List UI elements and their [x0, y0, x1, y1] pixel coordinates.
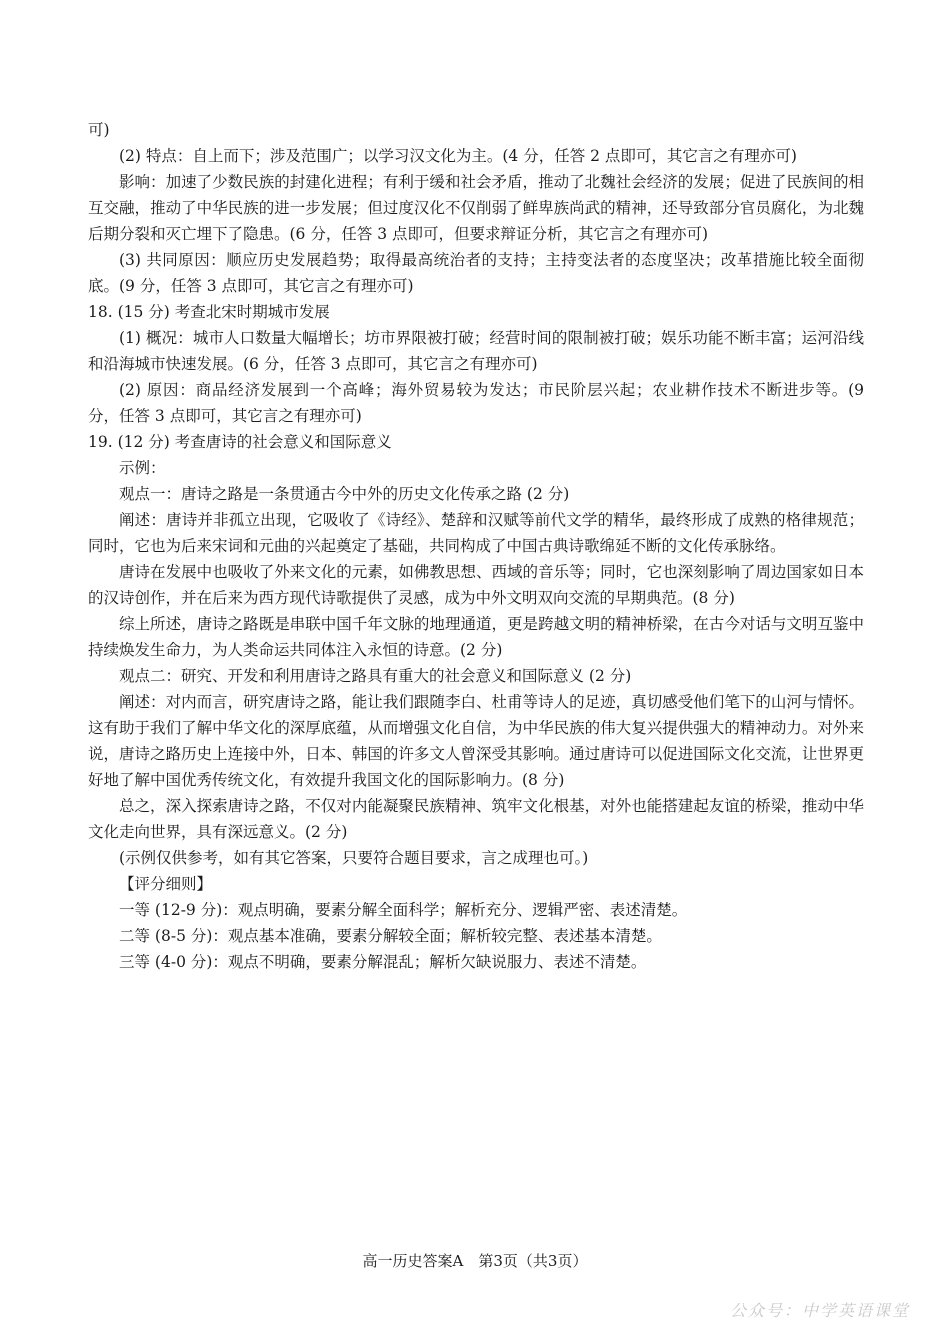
- scoring-level-3: 三等 (4-0 分)：观点不明确，要素分解混乱；解析欠缺说服力、表述不清楚。: [119, 953, 647, 971]
- answer-key-body: [88, 117, 864, 975]
- scoring-level-2: 二等 (8-5 分)：观点基本准确，要素分解较全面；解析较完整、表述基本清楚。: [119, 927, 662, 945]
- para-viewpoint-1: 观点一：唐诗之路是一条贯通古今中外的历史文化传承之路 (2 分): [119, 485, 570, 503]
- para-conclusion-1: 综上所述，唐诗之路既是串联中国千年文脉的地理通道，更是跨越文明的精神桥梁，在古今对话与文明互鉴中持续焕发生命力，为人类命运共同体注入永恒的诗意。(2 分): [88, 615, 864, 659]
- page-footer: 高一历史答案A 第3页（共3页）: [362, 1252, 588, 1270]
- question-18-heading: 18. (15 分) 考查北宋时期城市发展: [88, 303, 330, 321]
- para-q18-2: (2) 原因：商品经济发展到一个高峰；海外贸易较为发达；市民阶层兴起；农业耕作技术不断进步等。(9 分，任答 3 点即可，其它言之有理亦可): [88, 381, 864, 425]
- para-example-note: (示例仅供参考，如有其它答案，只要符合题目要求，言之成理也可。): [119, 849, 589, 867]
- para-q17-3: (3) 共同原因：顺应历史发展趋势；取得最高统治者的支持；主持变法者的态度坚决；改革措施比较全面彻底。(9 分，任答 3 点即可，其它言之有理亦可): [88, 251, 864, 295]
- watermark: 公众号：中学英语课堂: [729, 1301, 910, 1320]
- para-conclusion-2: 总之，深入探索唐诗之路，不仅对内能凝聚民族精神、筑牢文化根基，对外也能搭建起友谊的桥梁，推动中华文化走向世界，具有深远意义。(2 分): [88, 797, 864, 841]
- para-q17-2-impact: 影响：加速了少数民族的封建化进程；有利于缓和社会矛盾，推动了北魏社会经济的发展；促进了民族间的相互交融，推动了中华民族的进一步发展；但过度汉化不仅削弱了鲜卑族尚武的精神，还导致部分官员腐化，为北魏后期分裂和灭亡埋下了隐患。(6 分，任答 3 点即可，但要求辩证分析，其它言之有理亦可): [88, 173, 864, 243]
- para-q17-2-features: (2) 特点：自上而下；涉及范围广；以学习汉文化为主。(4 分，任答 2 点即可，其它言之有理亦可): [119, 147, 797, 165]
- para-example-label: 示例：: [119, 459, 166, 477]
- para-viewpoint-2: 观点二：研究、开发和利用唐诗之路具有重大的社会意义和国际意义 (2 分): [119, 667, 632, 685]
- para-elaboration-2: 阐述：对内而言，研究唐诗之路，能让我们跟随李白、杜甫等诗人的足迹，真切感受他们笔下的山河与情怀。这有助于我们了解中华文化的深厚底蕴，从而增强文化自信，为中华民族的伟大复兴提供强大的精神动力。对外来说，唐诗之路历史上连接中外，日本、韩国的许多文人曾深受其影响。通过唐诗可以促进国际文化交流，让世界更好地了解中国优秀传统文化，有效提升我国文化的国际影响力。(8 分): [88, 693, 864, 789]
- question-19-heading: 19. (12 分) 考查唐诗的社会意义和国际意义: [88, 433, 392, 451]
- para-q18-1: (1) 概况：城市人口数量大幅增长；坊市界限被打破；经营时间的限制被打破；娱乐功能不断丰富；运河沿线和沿海城市快速发展。(6 分，任答 3 点即可，其它言之有理亦可): [88, 329, 864, 373]
- scoring-level-1: 一等 (12-9 分)：观点明确，要素分解全面科学；解析充分、逻辑严密、表述清楚。: [119, 901, 688, 919]
- para-continuation: 可): [88, 121, 110, 139]
- para-elaboration-1a: 阐述：唐诗并非孤立出现，它吸收了《诗经》、楚辞和汉赋等前代文学的精华，最终形成了成熟的格律规范；同时，它也为后来宋词和元曲的兴起奠定了基础，共同构成了中国古典诗歌绵延不断的文化传承脉络。: [88, 511, 864, 555]
- scoring-rules-heading: 【评分细则】: [119, 875, 213, 893]
- para-elaboration-1b: 唐诗在发展中也吸收了外来文化的元素，如佛教思想、西域的音乐等；同时，它也深刻影响了周边国家如日本的汉诗创作，并在后来为西方现代诗歌提供了灵感，成为中外文明双向交流的早期典范。(8 分): [88, 563, 864, 607]
